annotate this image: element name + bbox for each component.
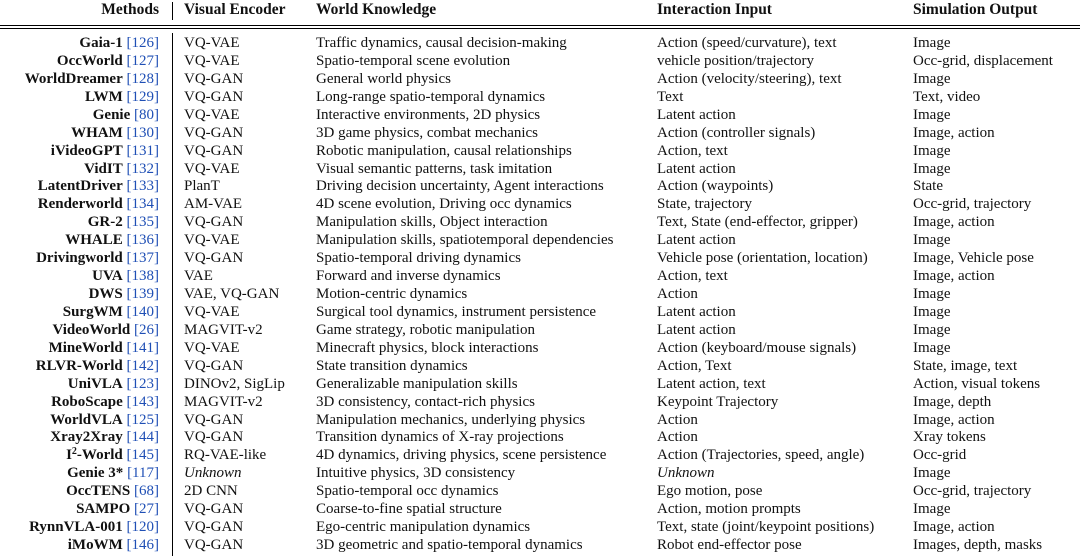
interaction-input-cell: Action, Text	[657, 357, 732, 374]
interaction-input-cell: Action (velocity/steering), text	[657, 70, 842, 87]
world-knowledge-cell: Manipulation skills, Object interaction	[316, 214, 548, 231]
world-knowledge-cell: 3D geometric and spatio-temporal dynamics	[316, 537, 583, 554]
simulation-output-cell: Text, video	[913, 88, 981, 105]
method-cell	[65, 231, 159, 249]
world-knowledge-cell: 3D consistency, contact-rich physics	[316, 393, 535, 410]
interaction-input-cell: vehicle position/trajectory	[657, 52, 815, 69]
method-cell	[50, 428, 159, 446]
method-cell	[66, 482, 159, 500]
table-row	[0, 267, 1080, 285]
visual-encoder-cell: MAGVIT-v2	[184, 393, 263, 410]
method-cell	[38, 195, 159, 213]
visual-encoder-cell: VQ-GAN	[184, 88, 244, 105]
table-row	[0, 482, 1080, 500]
world-knowledge-cell: Game strategy, robotic manipulation	[316, 321, 535, 338]
table-row	[0, 124, 1080, 142]
visual-encoder-cell: VQ-VAE	[184, 232, 240, 249]
method-cell	[68, 375, 159, 393]
method-name: UVA	[92, 268, 123, 285]
visual-encoder-cell: VQ-GAN	[184, 429, 244, 446]
world-knowledge-cell: Intuitive physics, 3D consistency	[316, 465, 516, 482]
citation-ref: [117]	[127, 465, 159, 482]
simulation-output-cell: Images, depth, masks	[913, 537, 1043, 554]
method-name: RoboScape	[51, 393, 123, 410]
visual-encoder-cell: VQ-GAN	[184, 214, 244, 231]
simulation-output-cell: Image	[913, 286, 951, 303]
interaction-input-cell: Action, text	[657, 268, 728, 285]
visual-encoder-cell: VQ-VAE	[184, 52, 240, 69]
method-cell	[52, 321, 159, 339]
citation-ref: [137]	[126, 250, 159, 267]
visual-encoder-cell: DINOv2, SigLip	[184, 375, 285, 392]
visual-encoder-cell: RQ-VAE-like	[184, 447, 267, 464]
simulation-output-cell: Image, action	[913, 268, 995, 285]
citation-ref: [133]	[126, 178, 159, 195]
simulation-output-cell: Occ-grid	[913, 447, 967, 464]
method-cell	[36, 357, 159, 375]
method-cell	[36, 249, 159, 267]
interaction-input-cell: Action (controller signals)	[657, 124, 816, 141]
table-row	[0, 213, 1080, 231]
simulation-output-cell: Action, visual tokens	[913, 375, 1041, 392]
header-methods: Methods	[101, 1, 159, 18]
method-name: iVideoGPT	[50, 142, 123, 159]
world-knowledge-cell: Motion-centric dynamics	[316, 286, 468, 303]
interaction-input-cell: Action	[657, 411, 698, 428]
method-name: $I^2$-World	[66, 446, 123, 464]
world-knowledge-cell: Generalizable manipulation skills	[316, 375, 518, 392]
world-knowledge-cell: Robotic manipulation, causal relationships	[316, 142, 572, 159]
simulation-output-cell: Occ-grid, trajectory	[913, 483, 1032, 500]
method-name: DWS	[88, 286, 123, 303]
method-cell	[93, 106, 159, 124]
visual-encoder-cell: VQ-GAN	[184, 357, 244, 374]
world-knowledge-cell: 4D dynamics, driving physics, scene persistence	[316, 447, 607, 464]
method-cell	[89, 285, 159, 303]
table-row	[0, 339, 1080, 357]
table-row	[0, 285, 1080, 303]
simulation-output-cell: Image	[913, 160, 951, 177]
visual-encoder-cell: VQ-GAN	[184, 537, 244, 554]
world-knowledge-cell: Manipulation mechanics, underlying physics	[316, 411, 586, 428]
method-name: Renderworld	[37, 196, 123, 213]
method-cell	[49, 339, 159, 357]
citation-ref: [27]	[134, 501, 159, 518]
table-row	[0, 34, 1080, 52]
simulation-output-cell: Image	[913, 339, 951, 356]
method-name: WorldDreamer	[24, 70, 123, 87]
visual-encoder-cell: VQ-VAE	[184, 160, 240, 177]
interaction-input-cell: Action	[657, 286, 698, 303]
simulation-output-cell: Image, action	[913, 411, 995, 428]
method-name: Genie	[92, 106, 131, 123]
visual-encoder-cell: MAGVIT-v2	[184, 321, 263, 338]
world-knowledge-cell: Forward and inverse dynamics	[316, 268, 501, 285]
table-row	[0, 106, 1080, 124]
visual-encoder-cell: VQ-VAE	[184, 303, 240, 320]
citation-ref: [140]	[126, 303, 159, 320]
simulation-output-cell: Image	[913, 501, 951, 518]
method-cell	[51, 142, 159, 160]
interaction-input-cell: Action	[657, 429, 698, 446]
header-rule-top	[0, 25, 1080, 26]
interaction-input-cell: Latent action	[657, 303, 736, 320]
method-cell	[66, 446, 159, 464]
method-cell	[29, 518, 159, 536]
interaction-input-cell: Action (keyboard/mouse signals)	[657, 339, 857, 356]
method-name: RLVR-World	[35, 357, 123, 374]
method-cell	[67, 464, 159, 482]
method-name: MineWorld	[48, 339, 123, 356]
citation-ref: [127]	[126, 52, 159, 69]
citation-ref: [134]	[126, 196, 159, 213]
world-knowledge-cell: 4D scene evolution, Driving occ dynamics	[316, 196, 572, 213]
method-name: iMoWM	[67, 537, 123, 554]
visual-encoder-cell: VQ-GAN	[184, 250, 244, 267]
table-row	[0, 518, 1080, 536]
citation-ref: [132]	[126, 160, 159, 177]
visual-encoder-cell: VQ-GAN	[184, 70, 244, 87]
interaction-input-cell: Keypoint Trajectory	[657, 393, 779, 410]
simulation-output-cell: Image, Vehicle pose	[913, 250, 1034, 267]
method-name: LWM	[84, 88, 123, 105]
method-name: Genie 3*	[67, 465, 124, 482]
world-knowledge-cell: Minecraft physics, block interactions	[316, 339, 539, 356]
method-cell	[79, 34, 159, 52]
simulation-output-cell: Image	[913, 70, 951, 87]
simulation-output-cell: Image	[913, 465, 951, 482]
header-visual-encoder: Visual Encoder	[184, 1, 286, 18]
citation-ref: [131]	[126, 142, 159, 159]
table-row	[0, 249, 1080, 267]
citation-ref: [26]	[134, 321, 159, 338]
method-cell	[85, 88, 159, 106]
interaction-input-cell: Unknown	[657, 465, 715, 482]
table-row	[0, 500, 1080, 518]
visual-encoder-cell: VQ-GAN	[184, 411, 244, 428]
interaction-input-cell: Action (Trajectories, speed, angle)	[657, 447, 865, 464]
method-name: LatentDriver	[37, 178, 123, 195]
method-cell	[38, 177, 159, 195]
table-row	[0, 446, 1080, 464]
interaction-input-cell: Latent action	[657, 321, 736, 338]
method-name: UniVLA	[67, 375, 123, 392]
world-knowledge-cell: Spatio-temporal occ dynamics	[316, 483, 499, 500]
citation-ref: [128]	[126, 70, 159, 87]
interaction-input-cell: Text, state (joint/keypoint positions)	[657, 519, 875, 536]
world-knowledge-cell: Transition dynamics of X-ray projections	[316, 429, 564, 446]
header-simulation-output: Simulation Output	[913, 1, 1038, 18]
simulation-output-cell: Image, action	[913, 124, 995, 141]
world-knowledge-cell: Driving decision uncertainty, Agent interactions	[316, 178, 604, 195]
method-name: VidIT	[84, 160, 123, 177]
interaction-input-cell: Action (waypoints)	[657, 178, 774, 195]
header-interaction-input: Interaction Input	[657, 1, 772, 18]
visual-encoder-cell: 2D CNN	[184, 483, 238, 500]
citation-ref: [120]	[126, 519, 159, 536]
world-knowledge-cell: General world physics	[316, 70, 451, 87]
interaction-input-cell: Text, State (end-effector, gripper)	[657, 214, 858, 231]
citation-ref: [138]	[126, 268, 159, 285]
table-row	[0, 536, 1080, 554]
world-knowledge-cell: Surgical tool dynamics, instrument persistence	[316, 303, 597, 320]
method-cell	[88, 213, 159, 231]
visual-encoder-cell: VAE	[184, 268, 213, 285]
simulation-output-cell: Xray tokens	[913, 429, 986, 446]
citation-ref: [146]	[126, 537, 159, 554]
simulation-output-cell: Image	[913, 303, 951, 320]
world-knowledge-cell: Coarse-to-fine spatial structure	[316, 501, 502, 518]
visual-encoder-cell: VAE, VQ-GAN	[184, 286, 280, 303]
world-knowledge-cell: Manipulation skills, spatiotemporal dependencies	[316, 232, 614, 249]
visual-encoder-cell: VQ-VAE	[184, 35, 240, 51]
method-cell	[57, 52, 159, 70]
world-knowledge-cell: 3D game physics, combat mechanics	[316, 124, 539, 141]
table-row	[0, 52, 1080, 70]
citation-ref: [139]	[126, 286, 159, 303]
visual-encoder-cell: AM-VAE	[184, 196, 243, 213]
method-cell	[50, 411, 159, 429]
citation-ref: [142]	[126, 357, 159, 374]
simulation-output-cell: Occ-grid, trajectory	[913, 196, 1032, 213]
interaction-input-cell: Latent action	[657, 106, 736, 123]
citation-ref: [145]	[126, 447, 159, 464]
table-row	[0, 88, 1080, 106]
visual-encoder-cell: Unknown	[184, 465, 242, 482]
citation-ref: [126]	[126, 35, 159, 51]
table-row	[0, 70, 1080, 88]
world-knowledge-cell: Spatio-temporal scene evolution	[316, 52, 511, 69]
simulation-output-cell: Image, depth	[913, 393, 992, 410]
table-row	[0, 142, 1080, 160]
table-row	[0, 375, 1080, 393]
header-column-divider	[172, 2, 173, 20]
method-name: Xray2Xray	[50, 429, 123, 446]
method-name-superscript: 2	[71, 446, 77, 458]
method-cell	[71, 124, 159, 142]
interaction-input-cell: Latent action, text	[657, 375, 766, 392]
table-row	[0, 321, 1080, 339]
citation-ref: [136]	[126, 232, 159, 249]
visual-encoder-cell: VQ-GAN	[184, 519, 244, 536]
method-cell	[76, 500, 159, 518]
interaction-input-cell: Action (speed/curvature), text	[657, 35, 837, 51]
simulation-output-cell: State	[913, 178, 943, 195]
method-cell	[51, 393, 159, 411]
world-knowledge-cell: Interactive environments, 2D physics	[316, 106, 541, 123]
visual-encoder-cell: VQ-GAN	[184, 124, 244, 141]
method-name: Gaia-1	[79, 35, 123, 51]
world-knowledge-cell: Long-range spatio-temporal dynamics	[316, 88, 546, 105]
header-rule-bottom	[0, 28, 1080, 29]
interaction-input-cell: Latent action	[657, 160, 736, 177]
interaction-input-cell: Ego motion, pose	[657, 483, 763, 500]
method-name: RynnVLA-001	[29, 519, 123, 536]
citation-ref: [125]	[126, 411, 159, 428]
citation-ref: [123]	[126, 375, 159, 392]
method-name: GR-2	[87, 214, 123, 231]
interaction-input-cell: State, trajectory	[657, 196, 752, 213]
simulation-output-cell: Image	[913, 35, 951, 51]
visual-encoder-cell: VQ-GAN	[184, 501, 244, 518]
interaction-input-cell: Text	[657, 88, 684, 105]
table-row	[0, 231, 1080, 249]
table-row	[0, 357, 1080, 375]
citation-ref: [141]	[126, 339, 159, 356]
table-row	[0, 411, 1080, 429]
interaction-input-cell: Latent action	[657, 232, 736, 249]
method-name: WHALE	[65, 232, 123, 249]
interaction-input-cell: Robot end-effector pose	[657, 537, 802, 554]
citation-ref: [80]	[134, 106, 159, 123]
simulation-output-cell: Image, action	[913, 519, 995, 536]
method-name: WHAM	[71, 124, 123, 141]
method-name: VideoWorld	[52, 321, 131, 338]
visual-encoder-cell: PlanT	[184, 178, 220, 195]
simulation-output-cell: Image	[913, 232, 951, 249]
visual-encoder-cell: VQ-GAN	[184, 142, 244, 159]
citation-ref: [135]	[126, 214, 159, 231]
world-knowledge-cell: State transition dynamics	[316, 357, 468, 374]
citation-ref: [68]	[134, 483, 159, 500]
simulation-output-cell: Image, action	[913, 214, 995, 231]
method-cell	[92, 267, 159, 285]
method-name: OccWorld	[56, 52, 123, 69]
world-knowledge-cell: Ego-centric manipulation dynamics	[316, 519, 531, 536]
table-row	[0, 393, 1080, 411]
simulation-output-cell: Occ-grid, displacement	[913, 52, 1053, 69]
citation-ref: [144]	[126, 429, 159, 446]
table-row	[0, 177, 1080, 195]
simulation-output-cell: Image	[913, 142, 951, 159]
table-row	[0, 428, 1080, 446]
visual-encoder-cell: VQ-VAE	[184, 106, 240, 123]
simulation-output-cell: Image	[913, 321, 951, 338]
header-world-knowledge: World Knowledge	[316, 1, 437, 18]
table-row	[0, 195, 1080, 213]
world-knowledge-cell: Spatio-temporal driving dynamics	[316, 250, 521, 267]
method-name: Drivingworld	[36, 250, 123, 267]
method-name: SAMPO	[76, 501, 131, 518]
table-row	[0, 303, 1080, 321]
table-row	[0, 160, 1080, 178]
table-row	[0, 464, 1080, 482]
simulation-output-cell: State, image, text	[913, 357, 1018, 374]
visual-encoder-cell: VQ-VAE	[184, 339, 240, 356]
table-header	[0, 0, 1080, 22]
method-name: OccTENS	[66, 483, 131, 500]
world-knowledge-cell: Traffic dynamics, causal decision-making	[316, 35, 567, 51]
method-cell	[63, 303, 159, 321]
interaction-input-cell: Action, text	[657, 142, 728, 159]
method-cell	[68, 536, 159, 554]
world-knowledge-cell: Visual semantic patterns, task imitation	[316, 160, 553, 177]
interaction-input-cell: Action, motion prompts	[657, 501, 801, 518]
method-cell	[25, 70, 159, 88]
citation-ref: [130]	[126, 124, 159, 141]
method-name: SurgWM	[62, 303, 123, 320]
citation-ref: [143]	[126, 393, 159, 410]
simulation-output-cell: Image	[913, 106, 951, 123]
method-cell	[84, 160, 159, 178]
citation-ref: [129]	[126, 88, 159, 105]
method-name: WorldVLA	[50, 411, 123, 428]
interaction-input-cell: Vehicle pose (orientation, location)	[657, 250, 868, 267]
